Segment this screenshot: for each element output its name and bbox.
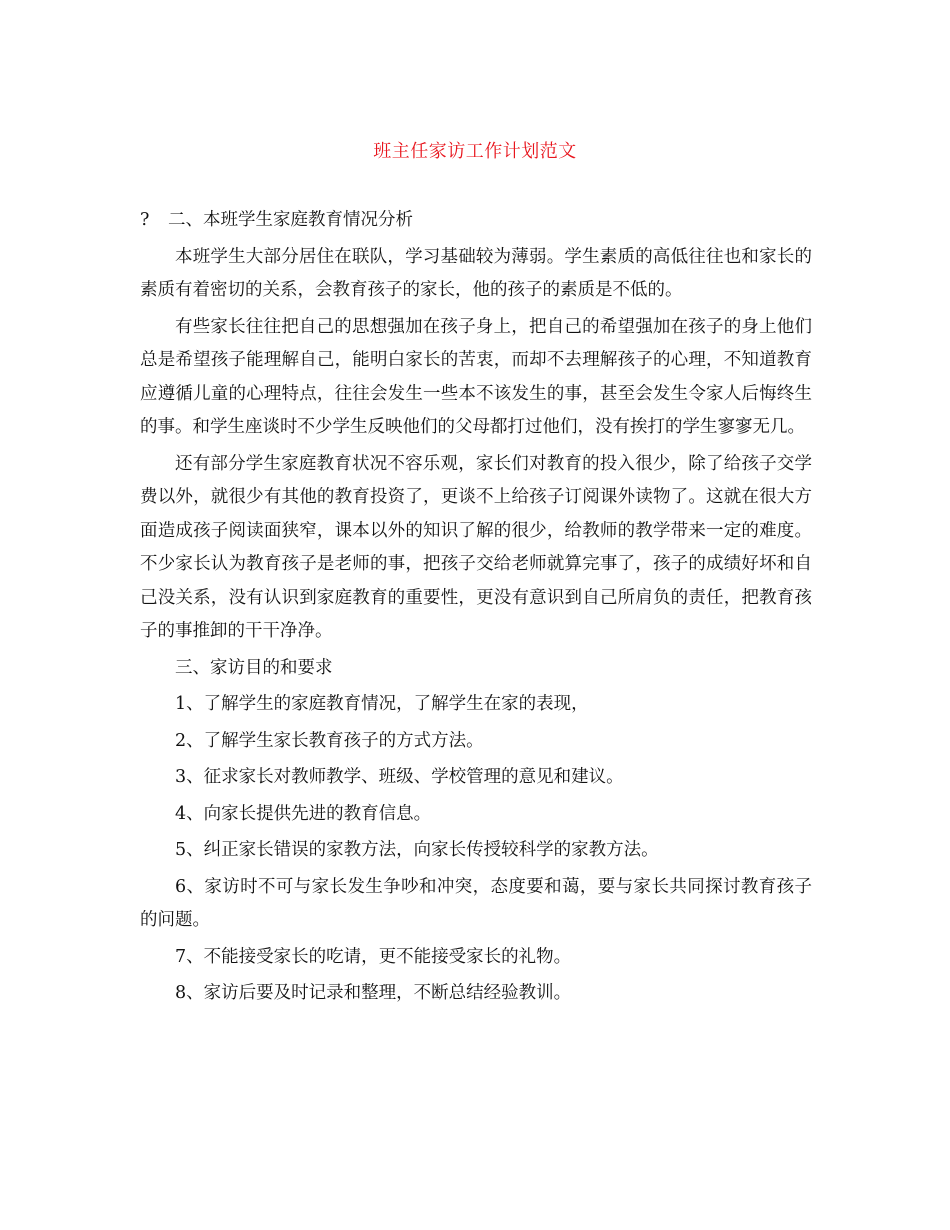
list-item: 1、了解学生的家庭教育情况，了解学生在家的表现， (175, 694, 589, 714)
section-heading-3: 三、家访目的和要求 (175, 657, 333, 678)
section-heading-2-text: 二、本班学生家庭教育情况分析 (168, 210, 413, 230)
section-heading-2 (140, 204, 812, 238)
paragraph: 还有部分学生家庭教育状况不容乐观，家长们对教育的投入很少，除了给孩子交学费以外，就很少有其他的教育投资了，更谈不上给孩子订阅课外读物了。这就在很大方面造成孩子阅读面狭窄，课本以外的知识了解的很少，给教师的教学带来一定的难度。不少家长认为教育孩子是老师的事，把孩子交给老师就算完事了，孩子的成绩好坏和自己没关系，没有认识到家庭教育的重要性，更没有意识到自己所肩负的责任，把教育孩子的事推卸的干干净净。 (140, 453, 812, 641)
list-item: 7、不能接受家长的吃请，更不能接受家长的礼物。 (175, 946, 572, 967)
document-title: 班主任家访工作计划范文 (373, 141, 577, 162)
lead-marker: ? (140, 210, 150, 230)
list-item: 6、家访时不可与家长发生争吵和冲突，态度要和蔼，要与家长共同探讨教育孩子的问题。 (140, 876, 812, 930)
list-item: 4、向家长提供先进的教育信息。 (175, 803, 432, 824)
list-item: 2、了解学生家长教育孩子的方式方法。 (175, 730, 484, 751)
document-body (140, 204, 812, 1011)
list-item: 5、纠正家长错误的家教方法，向家长传授较科学的家教方法。 (175, 840, 659, 860)
list-item: 8、家访后要及时记录和整理，不断总结经验教训。 (175, 983, 572, 1003)
list-item: 3、征求家长对教师教学、班级、学校管理的意见和建议。 (175, 767, 624, 787)
paragraph: 有些家长往往把自己的思想强加在孩子身上，把自己的希望强加在孩子的身上他们总是希望孩子能理解自己，能明白家长的苦衷，而却不去理解孩子的心理，不知道教育应遵循儿童的心理特点，往往会发生一些本不该发生的事，甚至会发生令家人后悔终生的事。和学生座谈时不少学生反映他们的父母都打过他们，没有挨打的学生寥寥无几。 (140, 316, 812, 437)
paragraph: 本班学生大部分居住在联队，学习基础较为薄弱。学生素质的高低往往也和家长的素质有着密切的关系，会教育孩子的家长，他的孩子的素质是不低的。 (140, 246, 812, 300)
